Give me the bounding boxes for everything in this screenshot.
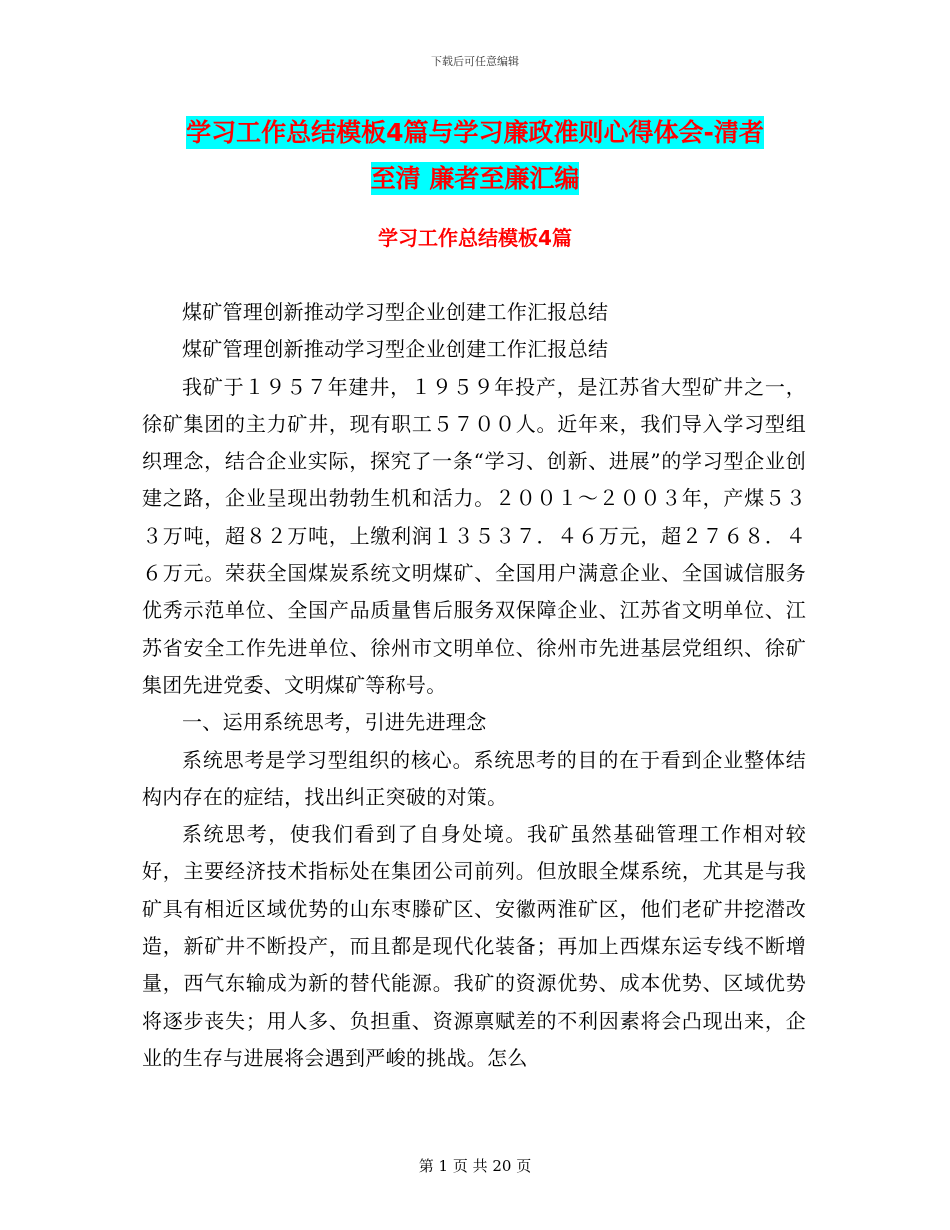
paragraph: 煤矿管理创新推动学习型企业创建工作汇报总结 xyxy=(182,300,609,324)
paragraph: 系统思考是学习型组织的核心。系统思考的目的在于看到企业整体结构内存在的症结，找出纠正突破的对策。 xyxy=(142,747,806,809)
header-note: 下载后可任意编辑 xyxy=(431,55,519,68)
paragraph: 煤矿管理创新推动学习型企业创建工作汇报总结 xyxy=(182,337,609,362)
document-title xyxy=(150,110,800,202)
paragraph: 一、运用系统思考，引进先进理念 xyxy=(182,710,487,735)
body-text xyxy=(142,294,806,1077)
document-title-line-2: 至清 廉者至廉汇编 xyxy=(370,164,580,193)
section-title: 学习工作总结模板4篇 xyxy=(378,226,572,250)
paragraph: 系统思考，使我们看到了自身处境。我矿虽然基础管理工作相对较好，主要经济技术指标处在集团公司前列。但放眼全煤系统，尤其是与我矿具有相近区域优势的山东枣滕矿区、安徽两淮矿区，他们老矿井挖潜改造，新矿井不断投产，而且都是现代化装备；再加上西煤东运专线不断增量，西气东输成为新的替代能源。我矿的资源优势、成本优势、区域优势将逐步丧失；用人多、负担重、资源禀赋差的不利因素将会凸现出来，企业的生存与进展将会遇到严峻的挑战。怎么 xyxy=(142,822,806,1070)
document-title-line-1: 学习工作总结模板4篇与学习廉政准则心得体会-清者 xyxy=(186,118,764,147)
paragraph: 我矿于１９５７年建井，１９５９年投产，是江苏省大型矿井之一，徐矿集团的主力矿井，现有职工５７００人。近年来，我们导入学习型组织理念，结合企业实际，探究了一条“学习、创新、进展”的学习型企业创建之路，企业呈现出勃勃生机和活力。２００１～２００３年，产煤５３３万吨，超８２万吨，上缴利润１３５３７．４６万元，超２７６８．４６万元。荣获全国煤炭系统文明煤矿、全国用户满意企业、全国诚信服务优秀示范单位、全国产品质量售后服务双保障企业、江苏省文明单位、江苏省安全工作先进单位、徐州市文明单位、徐州市先进基层党组织、徐矿集团先进党委、文明煤矿等称号。 xyxy=(142,374,806,697)
page-footer: 第 1 页 共 20 页 xyxy=(418,1157,532,1175)
